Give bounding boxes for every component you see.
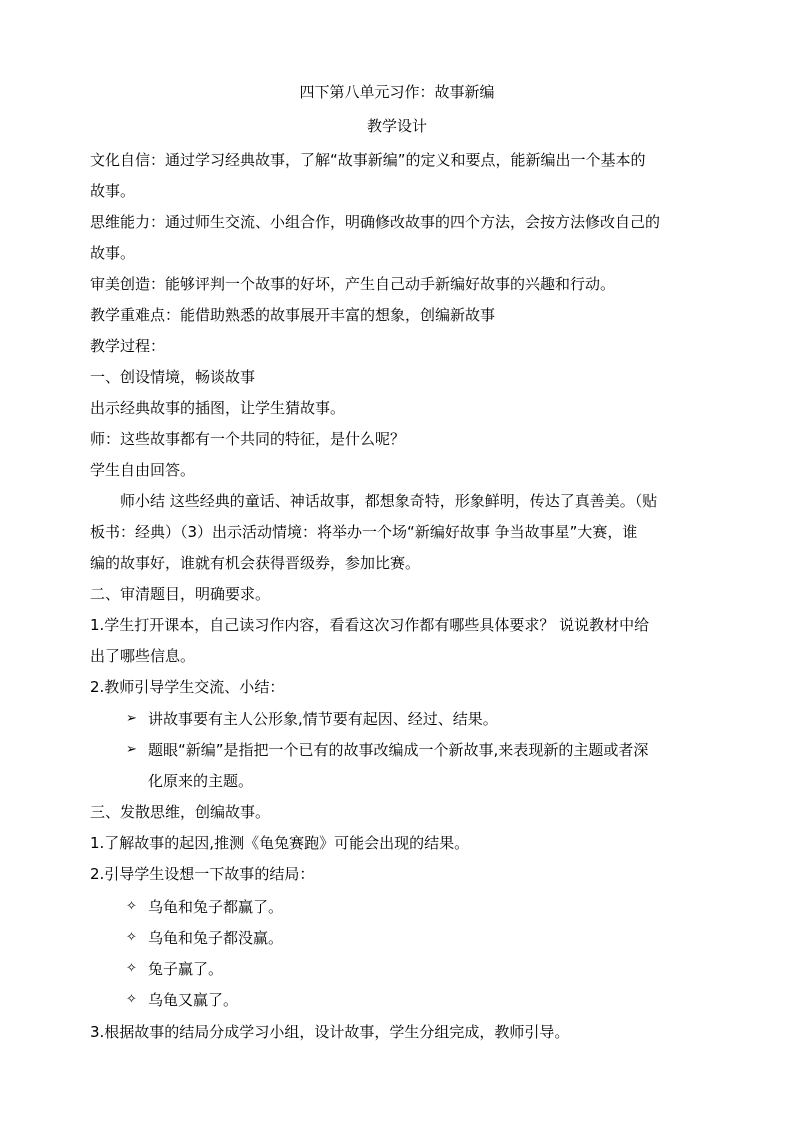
diamond-bullet-icon: ✧ (126, 899, 137, 914)
paragraph-line: 教学过程： (90, 337, 166, 355)
paragraph-line: 思维能力：通过师生交流、小组合作，明确修改故事的四个方法，会按方法修改自己的 (90, 213, 661, 231)
paragraph-line: 板书：经典）（3）出示活动情境：将举办一个场“新编好故事 争当故事星”大赛，谁 (90, 523, 638, 541)
paragraph-line: 师：这些故事都有一个共同的特征，是什么呢？ (90, 430, 406, 448)
paragraph-line: 出示经典故事的插图，让学生猜故事。 (90, 399, 346, 417)
arrow-bullet-icon: ➢ (126, 742, 137, 757)
paragraph-line: 3.根据故事的结局分成学习小组，设计故事，学生分组完成，教师引导。 (90, 1023, 570, 1041)
paragraph-line: 2.教师引导学生交流、小结： (90, 678, 285, 696)
paragraph-line: 1.学生打开课本，自己读习作内容，看看这次习作都有哪些具体要求？ 说说教材中给 (90, 616, 650, 634)
paragraph-line: 故事。 (90, 182, 136, 200)
arrow-list-item: 讲故事要有主人公形象,情节要有起因、经过、结果。 (148, 710, 498, 728)
diamond-bullet-icon: ✧ (126, 961, 137, 976)
ending-item: 乌龟和兔子都赢了。 (148, 898, 284, 916)
paragraph-line: 师小结 这些经典的童话、神话故事，都想象奇特，形象鲜明，传达了真善美。（贴 (90, 492, 658, 510)
section-heading: 三、发散思维，创编故事。 (90, 803, 271, 821)
paragraph-line: 1.了解故事的起因,推测《龟兔赛跑》可能会出现的结果。 (90, 834, 470, 852)
ending-item: 兔子赢了。 (148, 960, 224, 978)
arrow-bullet-icon: ➢ (126, 711, 137, 726)
document-title: 四下第八单元习作：故事新编 (299, 83, 495, 101)
document-subtitle: 教学设计 (366, 117, 427, 135)
paragraph-line: 文化自信：通过学习经典故事，了解“故事新编”的定义和要点，能新编出一个基本的 (90, 151, 646, 169)
section-heading: 一、创设情境，畅谈故事 (90, 368, 256, 386)
arrow-list-item-continued: 化原来的主题。 (148, 772, 254, 790)
paragraph-line: 故事。 (90, 244, 136, 262)
ending-item: 乌龟和兔子都没赢。 (148, 929, 284, 947)
paragraph-line: 学生自由回答。 (90, 461, 196, 479)
ending-item: 乌龟又赢了。 (148, 991, 239, 1009)
diamond-bullet-icon: ✧ (126, 992, 137, 1007)
arrow-list-item: 题眼“新编”是指把一个已有的故事改编成一个新故事,来表现新的主题或者深 (148, 741, 649, 759)
paragraph-line: 2.引导学生设想一下故事的结局： (90, 865, 315, 883)
paragraph-line: 出了哪些信息。 (90, 647, 196, 665)
paragraph-line: 教学重难点：能借助熟悉的故事展开丰富的想象，创编新故事 (90, 306, 496, 324)
diamond-bullet-icon: ✧ (126, 930, 137, 945)
section-heading: 二、审清题目，明确要求。 (90, 585, 271, 603)
paragraph-line: 审美创造：能够评判一个故事的好坏，产生自己动手新编好故事的兴趣和行动。 (90, 275, 616, 293)
paragraph-line: 编的故事好，谁就有机会获得晋级券，参加比赛。 (90, 554, 421, 572)
